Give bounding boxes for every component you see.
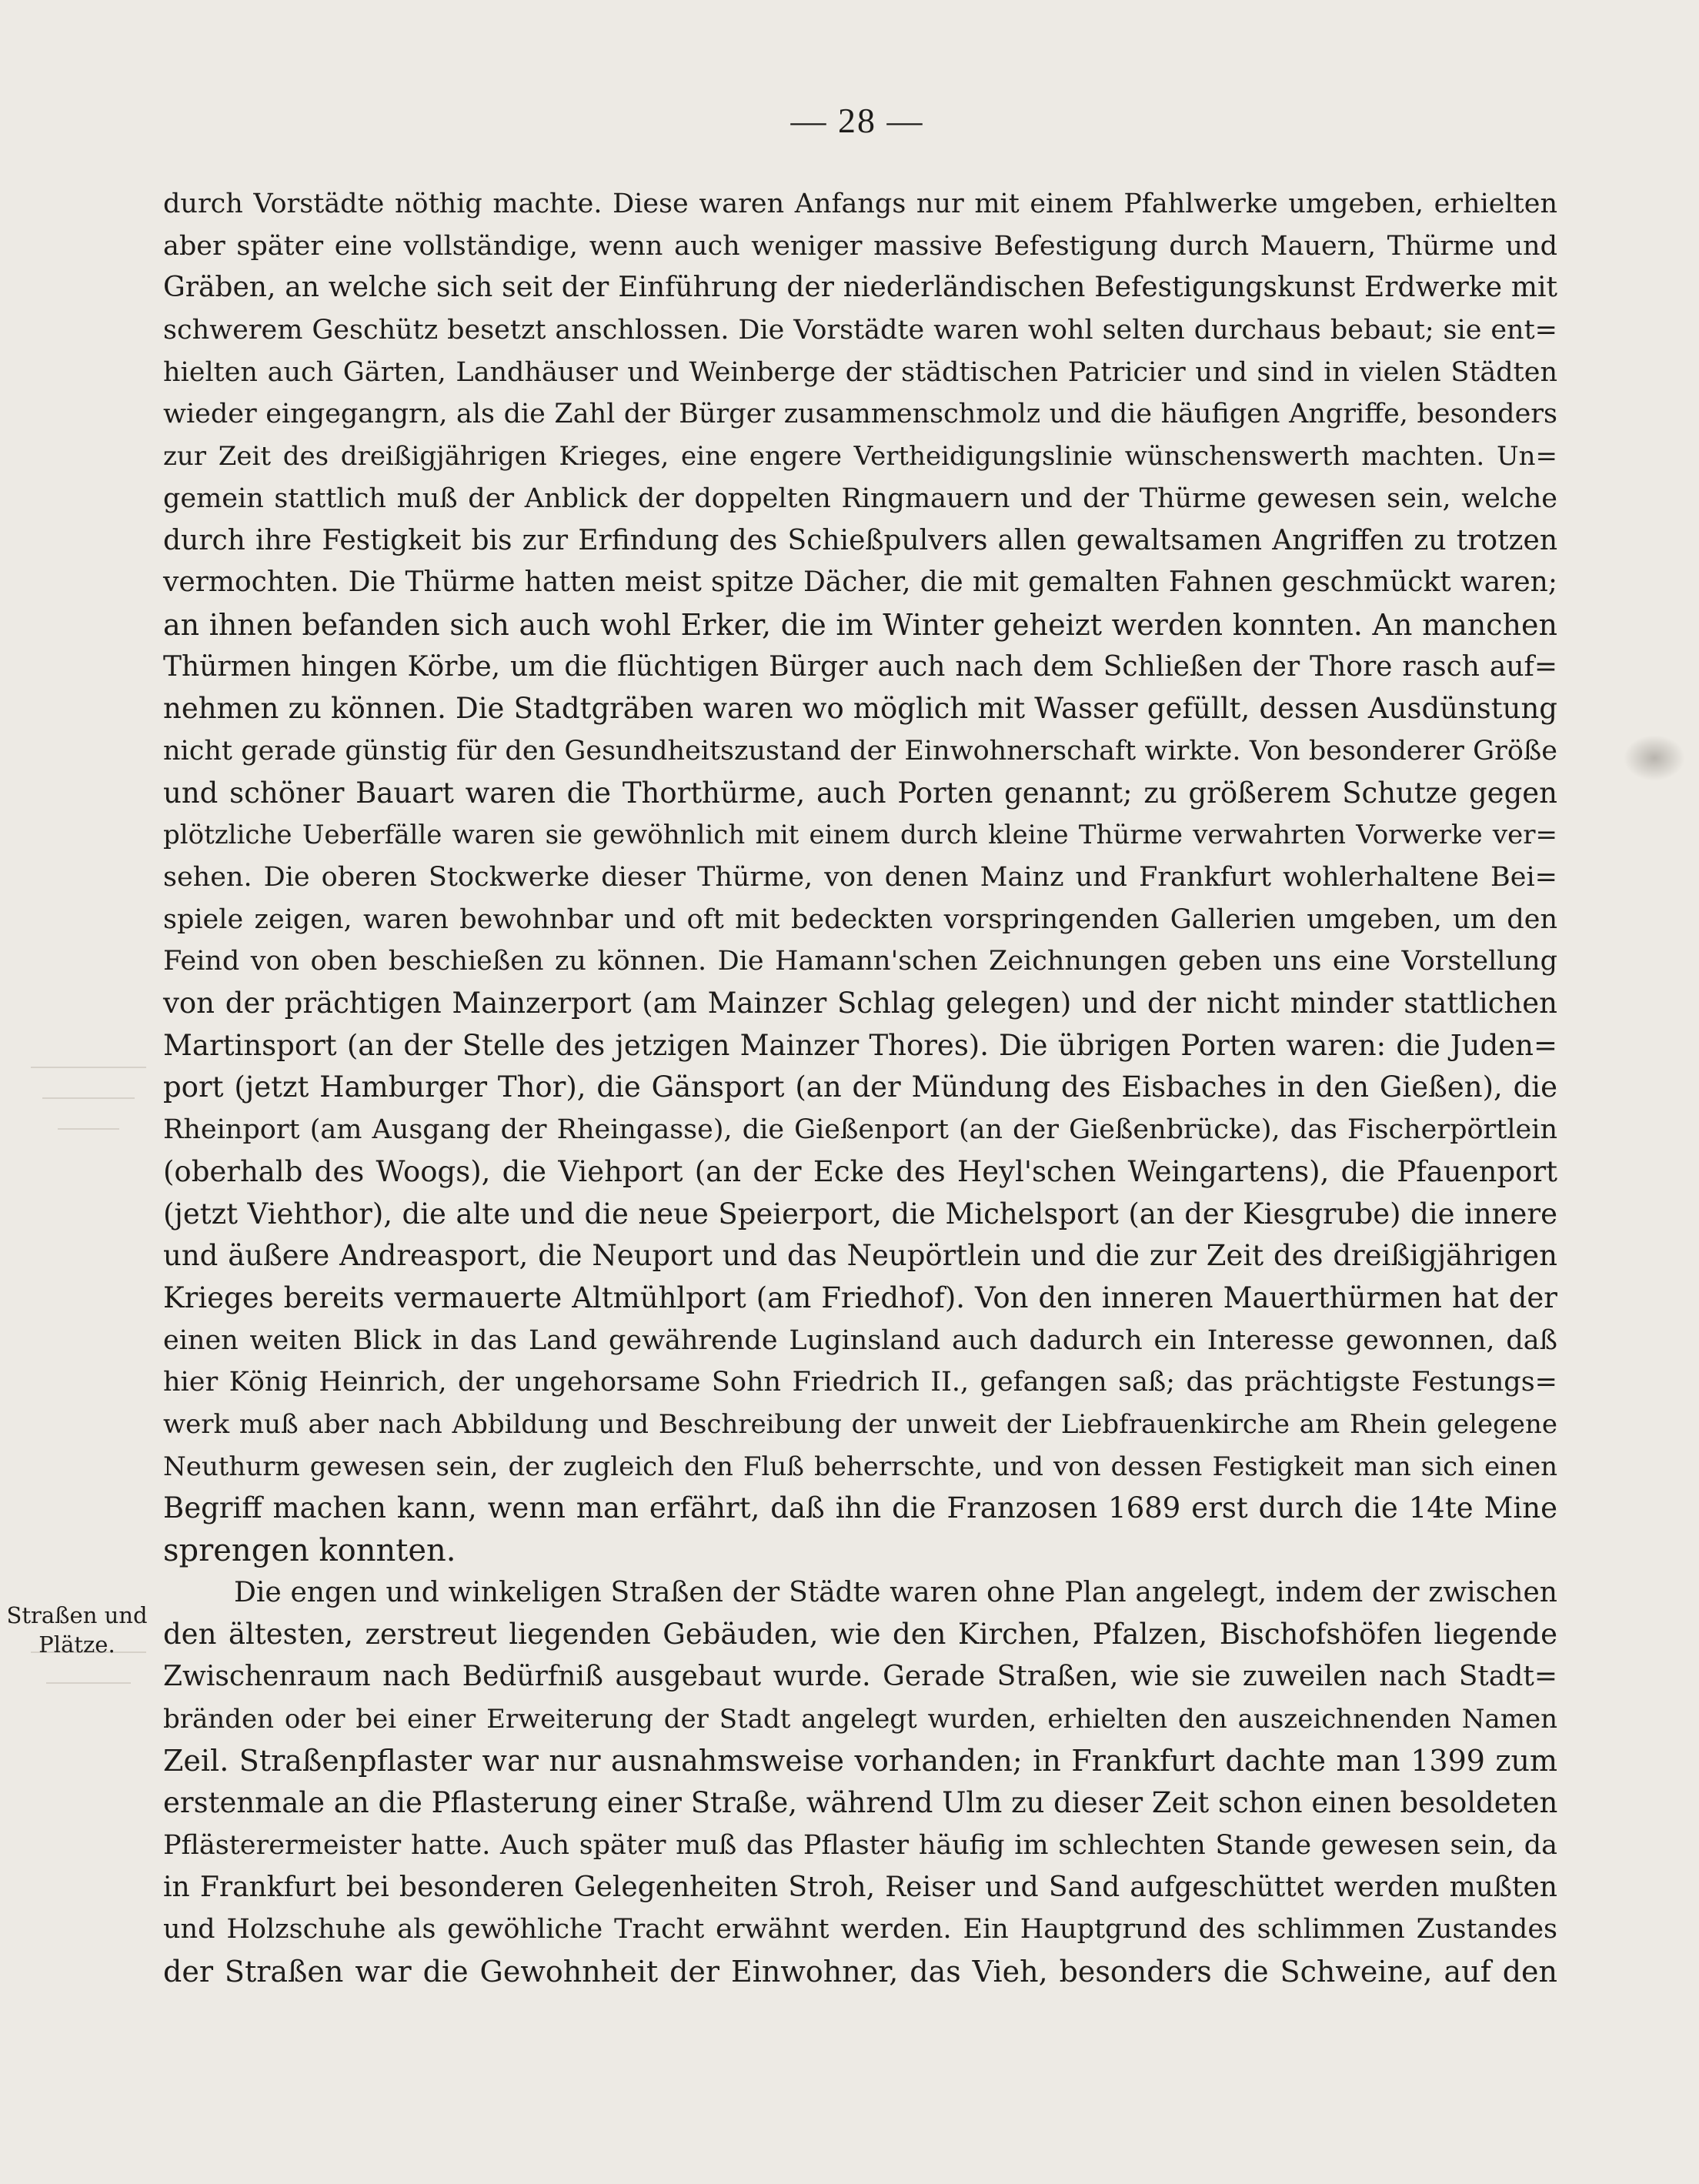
ink-smudge [1624, 735, 1685, 781]
text-line: nicht gerade günstig für den Gesundheitszustand der Einwohnerschaft wirkte. Von besonderer Größe [163, 735, 1557, 766]
text-line: bränden oder bei einer Erweiterung der Stadt angelegt wurden, erhielten den auszeichnenden Namen [163, 1703, 1557, 1735]
text-line: durch Vorstädte nöthig machte. Diese waren Anfangs nur mit einem Pfahlwerke umgeben, erhielten [163, 189, 1557, 219]
body-text [163, 183, 1557, 1993]
text-line: Krieges bereits vermauerte Altmühlport (am Friedhof). Von den inneren Mauerthürmen hat der [163, 1281, 1557, 1314]
text-line: Gräben, an welche sich seit der Einführung der niederländischen Befestigungskunst Erdwerke mit [163, 272, 1557, 304]
text-line: an ihnen befanden sich auch wohl Erker, die im Winter geheizt werden konnten. An manchen [163, 607, 1557, 642]
text-line: sprengen konnten. [163, 1533, 456, 1568]
text-line: wieder eingegangrn, als die Zahl der Bürger zusammenschmolz und die häufigen Angriffe, besonders [163, 399, 1557, 430]
text-line: aber später eine vollständige, wenn auch weniger massive Befestigung durch Mauern, Thürme und [163, 230, 1557, 262]
text-line: (jetzt Viehthor), die alte und die neue Speierport, die Michelsport (an der Kiesgrube) die innere [163, 1197, 1557, 1231]
text-line: sehen. Die oberen Stockwerke dieser Thürme, von denen Mainz und Frankfurt wohlerhaltene Bei= [163, 862, 1557, 893]
text-line: erstenmale an die Pflasterung einer Straße, während Ulm zu dieser Zeit schon einen besoldeten [163, 1786, 1558, 1820]
text-line: plötzliche Ueberfälle waren sie gewöhnlich mit einem durch kleine Thürme verwahrten Vorwerke ver= [163, 820, 1557, 851]
text-line: Martinsport (an der Stelle des jetzigen Mainzer Thores). Die übrigen Porten waren: die Juden= [163, 1028, 1557, 1062]
margin-note [3, 1601, 151, 1659]
text-line: Feind von oben beschießen zu können. Die Hamann'schen Zeichnungen geben uns eine Vorstellung [163, 946, 1557, 977]
text-line: (oberhalb des Woogs), die Viehport (an der Ecke des Heyl'schen Weingartens), die Pfauenport [163, 1154, 1557, 1188]
margin-note-line-2: Plätze. [38, 1631, 115, 1658]
text-line: spiele zeigen, waren bewohnbar und oft mit bedeckten vorspringenden Gallerien umgeben, um den [163, 903, 1557, 935]
page-number: — 28 — [790, 101, 924, 140]
text-line: Die engen und winkeligen Straßen der Städte waren ohne Plan angelegt, indem der zwischen [234, 1576, 1557, 1608]
text-line: und Holzschuhe als gewöhliche Tracht erwähnt werden. Ein Hauptgrund des schlimmen Zustandes [163, 1914, 1557, 1945]
text-line: vermochten. Die Thürme hatten meist spitze Dächer, die mit gemalten Fahnen geschmückt waren; [163, 566, 1557, 599]
margin-note-line-1: Straßen und [6, 1602, 148, 1628]
text-line: einen weiten Blick in das Land gewährende Luginsland auch dadurch ein Interesse gewonnen, daß [163, 1324, 1557, 1356]
text-line: zur Zeit des dreißigjährigen Krieges, eine engere Vertheidigungslinie wünschenswerth machten. Un= [163, 441, 1557, 473]
text-line: von der prächtigen Mainzerport (am Mainzer Schlag gelegen) und der nicht minder stattlichen [163, 987, 1557, 1020]
text-line: hielten auch Gärten, Landhäuser und Weinberge der städtischen Patricier und sind in vielen Städten [163, 356, 1557, 388]
bleed-through-margin-1 [15, 1062, 162, 1159]
text-line: schwerem Geschütz besetzt anschlossen. Die Vorstädte waren wohl selten durchaus bebaut; sie ent= [163, 315, 1557, 346]
text-line: Thürmen hingen Körbe, um die flüchtigen Bürger auch nach dem Schließen der Thore rasch auf= [163, 650, 1557, 683]
text-line: Rheinport (am Ausgang der Rheingasse), die Gießenport (an der Gießenbrücke), das Fischerpörtlein [163, 1114, 1557, 1146]
text-line: und schöner Bauart waren die Thorthürme, auch Porten genannt; zu größerem Schutze gegen [163, 776, 1557, 810]
text-line: der Straßen war die Gewohnheit der Einwohner, das Vieh, besonders die Schweine, auf den [163, 1954, 1557, 1989]
text-line: durch ihre Festigkeit bis zur Erfindung des Schießpulvers allen gewaltsamen Angriffen zu trotzen [163, 524, 1557, 556]
text-line: in Frankfurt bei besonderen Gelegenheiten Stroh, Reiser und Sand aufgeschüttet werden mußten [163, 1871, 1557, 1903]
text-line: gemein stattlich muß der Anblick der doppelten Ringmauern und der Thürme gewesen sein, welche [163, 483, 1557, 514]
text-line: port (jetzt Hamburger Thor), die Gänsport (an der Mündung des Eisbaches in den Gießen), die [163, 1070, 1557, 1104]
text-line: Zwischenraum nach Bedürfniß ausgebaut wurde. Gerade Straßen, wie sie zuweilen nach Stadt= [163, 1661, 1557, 1693]
text-line: Begriff machen kann, wenn man erfährt, daß ihn die Franzosen 1689 erst durch die 14te Mine [163, 1491, 1557, 1525]
text-line: nehmen zu können. Die Stadtgräben waren wo möglich mit Wasser gefüllt, dessen Ausdünstung [163, 692, 1557, 726]
text-line: Zeil. Straßenpflaster war nur ausnahmsweise vorhanden; in Frankfurt dachte man 1399 zum [163, 1744, 1557, 1778]
text-line: und äußere Andreasport, die Neuport und das Neupörtlein und die zur Zeit des dreißigjährigen [163, 1239, 1557, 1273]
text-line: werk muß aber nach Abbildung und Beschreibung der unweit der Liebfrauenkirche am Rhein gelegene [163, 1408, 1557, 1440]
text-line: den ältesten, zerstreut liegenden Gebäuden, wie den Kirchen, Pfalzen, Bischofshöfen liegende [163, 1618, 1557, 1651]
text-line: Pflästerermeister hatte. Auch später muß das Pflaster häufig im schlechten Stande gewesen sein, da [163, 1829, 1557, 1861]
text-line: hier König Heinrich, der ungehorsame Sohn Friedrich II., gefangen saß; das prächtigste Festungs= [163, 1367, 1557, 1398]
text-line: Neuthurm gewesen sein, der zugleich den Fluß beherrschte, und von dessen Festigkeit man sich einen [163, 1451, 1557, 1482]
